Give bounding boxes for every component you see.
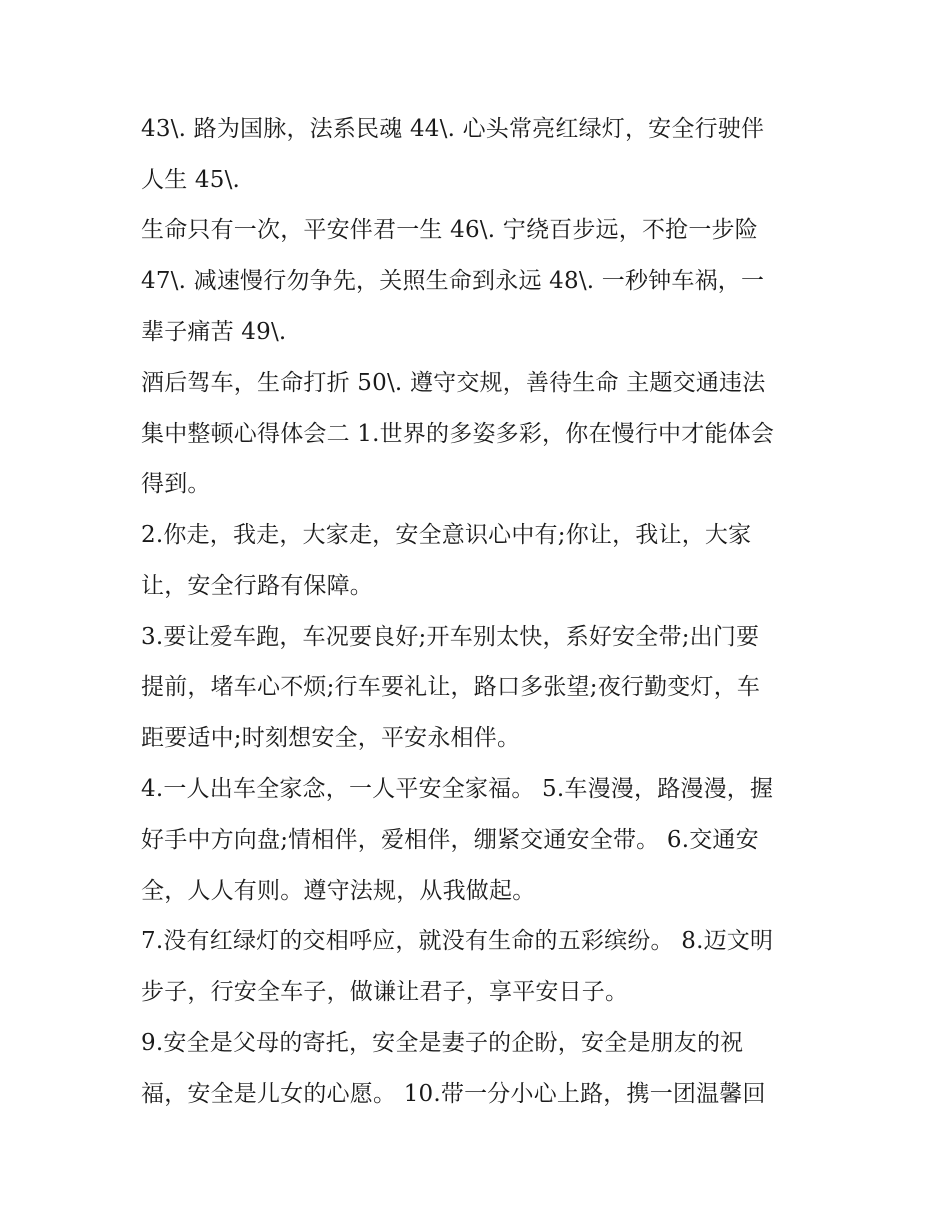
text-line: 2.你走，我走，大家走，安全意识心中有;你让，我让，大家 bbox=[141, 522, 752, 548]
text-line: 9.安全是父母的寄托，安全是妻子的企盼，安全是朋友的祝 bbox=[141, 1030, 744, 1056]
text-line: 4.一人出车全家念，一人平安全家福。 5.车漫漫，路漫漫，握 bbox=[141, 776, 774, 802]
text-line: 3.要让爱车跑，车况要良好;开车别太快，系好安全带;出门要 bbox=[141, 624, 760, 650]
text-line: 让，安全行路有保障。 bbox=[141, 573, 373, 599]
text-line: 得到。 bbox=[141, 471, 211, 497]
text-line: 全，人人有则。遵守法规，从我做起。 bbox=[141, 878, 536, 904]
text-line: 生命只有一次，平安伴君一生 46\. 宁绕百步远，不抢一步险 bbox=[141, 217, 758, 243]
text-line: 步子，行安全车子，做谦让君子，享平安日子。 bbox=[141, 979, 629, 1005]
text-line: 好手中方向盘;情相伴，爱相伴，绷紧交通安全带。 6.交通安 bbox=[141, 827, 759, 853]
text-line: 集中整顿心得体会二 1.世界的多姿多彩，你在慢行中才能体会 bbox=[141, 421, 775, 447]
text-line: 人生 45\. bbox=[141, 167, 241, 193]
text-line: 距要适中;时刻想安全，平安永相伴。 bbox=[141, 725, 521, 751]
text-line: 43\. 路为国脉，法系民魂 44\. 心头常亮红绿灯，安全行驶伴 bbox=[141, 116, 765, 142]
text-line: 47\. 减速慢行勿争先，关照生命到永远 48\. 一秒钟车祸，一 bbox=[141, 268, 765, 294]
text-line: 提前，堵车心不烦;行车要礼让，路口多张望;夜行勤变灯，车 bbox=[141, 674, 761, 700]
text-line: 辈子痛苦 49\. bbox=[141, 319, 287, 345]
text-line: 福，安全是儿女的心愿。 10.带一分小心上路，携一团温馨回 bbox=[141, 1081, 766, 1107]
text-line: 酒后驾车，生命打折 50\. 遵守交规，善待生命 主题交通违法 bbox=[141, 370, 766, 396]
text-line: 7.没有红绿灯的交相呼应，就没有生命的五彩缤纷。 8.迈文明 bbox=[141, 928, 774, 954]
